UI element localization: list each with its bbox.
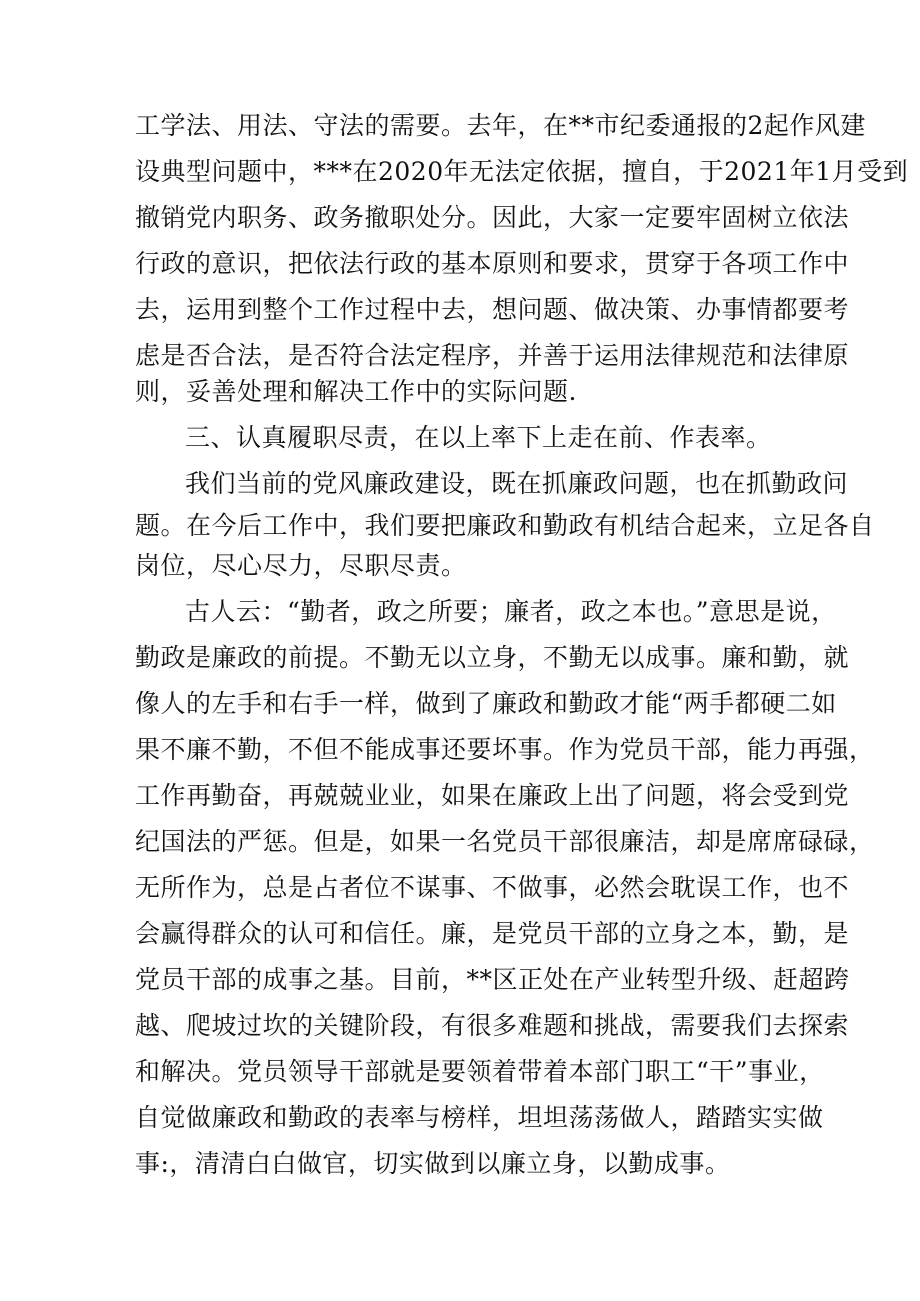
body-text-line: 无所作为，总是占者位不谋事、不做事，必然会耽误工作，也不: [135, 873, 850, 902]
body-text-line: 和解决。党员领导干部就是要领着带着本部门职工“干”事业，: [135, 1057, 825, 1086]
body-text-line: 勤政是廉政的前提。不勤无以立身，不勤无以成事。廉和勤，就: [135, 643, 850, 672]
body-text-line: 去，运用到整个工作过程中去，想问题、做决策、办事情都要考: [135, 295, 850, 324]
body-text-line: 工作再勤奋，再兢兢业业，如果在廉政上出了问题，将会受到党: [135, 781, 850, 810]
body-text-line: 撤销党内职务、政务撤职处分。因此，大家一定要牢固树立依法: [135, 203, 850, 232]
body-text-line: 纪国法的严惩。但是，如果一名党员干部很廉洁，却是席席碌碌，: [135, 827, 875, 856]
body-text-line: 虑是否合法，是否符合法定程序，并善于运用法律规范和法律原: [135, 341, 850, 370]
body-text-line: 会赢得群众的认可和信任。廉，是党员干部的立身之本，勤，是: [135, 919, 850, 948]
body-text-line: 事:，清清白白做官，切实做到以廉立身，以勤成事。: [135, 1149, 731, 1178]
body-text-line: 像人的左手和右手一样，做到了廉政和勤政才能“两手都硬二如: [135, 689, 837, 718]
body-text-line: 设典型问题中，***在2020年无法定依据，擅自，于2021年1月受到: [135, 157, 909, 186]
body-text-line: 自觉做廉政和勤政的表率与榜样，坦坦荡荡做人，踏踏实实做: [135, 1103, 824, 1132]
body-text-line: 行政的意识，把依法行政的基本原则和要求，贯穿于各项工作中: [135, 249, 850, 278]
body-text-line: 岗位，尽心尽力，尽职尽责。: [135, 551, 467, 580]
body-text-line: 越、爬坡过坎的关键阶段，有很多难题和挑战，需要我们去探索: [135, 1011, 850, 1040]
body-text-line: 工学法、用法、守法的需要。去年，在**市纪委通报的2起作风建: [135, 111, 866, 140]
body-text-line: 题。在今后工作中，我们要把廉政和勤政有机结合起来，立足各自: [135, 511, 875, 540]
body-text-line: 果不廉不勤，不但不能成事还要坏事。作为党员干部，能力再强，: [135, 735, 875, 764]
body-text-line: 党员干部的成事之基。目前，**区正处在产业转型升级、赶超跨: [135, 965, 850, 994]
body-text-line: 则，妥善处理和解决工作中的实际问题.: [135, 377, 577, 406]
section-heading: 三、认真履职尽责，在以上率下上走在前、作表率。: [185, 423, 772, 452]
body-text-line: 古人云：“勤者，政之所要；廉者，政之本也。”意思是说，: [185, 597, 837, 626]
body-text-line: 我们当前的党风廉政建设，既在抓廉政问题，也在抓勤政问: [185, 469, 849, 498]
